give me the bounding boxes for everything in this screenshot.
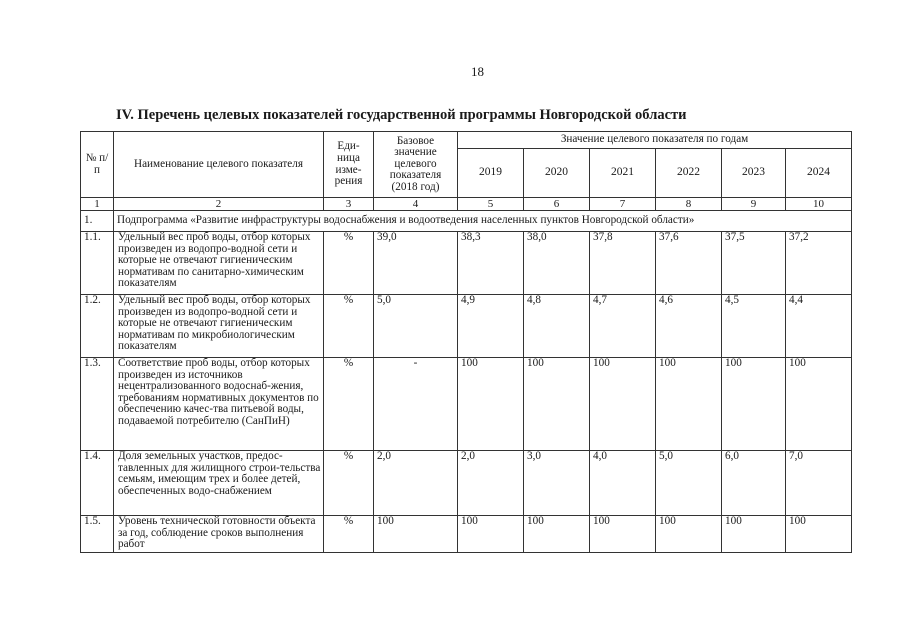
row-num: 1.4. bbox=[81, 451, 114, 516]
row-value: 100 bbox=[590, 358, 656, 451]
row-num: 1.5. bbox=[81, 516, 114, 553]
row-value: 7,0 bbox=[786, 451, 852, 516]
row-value: 100 bbox=[722, 516, 786, 553]
row-num: 1.2. bbox=[81, 295, 114, 358]
subprogram-num: 1. bbox=[81, 211, 114, 232]
column-number: 5 bbox=[458, 198, 524, 211]
row-value: 4,7 bbox=[590, 295, 656, 358]
row-unit: % bbox=[324, 358, 374, 451]
row-value: 100 bbox=[656, 358, 722, 451]
table-row bbox=[81, 358, 852, 451]
indicators-table bbox=[80, 131, 852, 553]
row-num: 1.1. bbox=[81, 232, 114, 295]
row-value: 38,0 bbox=[524, 232, 590, 295]
header-year: 2021 bbox=[590, 149, 656, 198]
header-year: 2019 bbox=[458, 149, 524, 198]
column-number: 10 bbox=[786, 198, 852, 211]
row-value: 100 bbox=[524, 516, 590, 553]
page-number: 18 bbox=[471, 64, 484, 79]
document-title: IV. Перечень целевых показателей государственной программы Новгородской области bbox=[116, 107, 687, 123]
row-value: 100 bbox=[590, 516, 656, 553]
row-value: 4,4 bbox=[786, 295, 852, 358]
row-value: 3,0 bbox=[524, 451, 590, 516]
row-value: 38,3 bbox=[458, 232, 524, 295]
row-value: 100 bbox=[722, 358, 786, 451]
row-value: 4,0 bbox=[590, 451, 656, 516]
row-value: 6,0 bbox=[722, 451, 786, 516]
table-row bbox=[81, 516, 852, 553]
column-numbers-row bbox=[81, 198, 852, 211]
row-value: 37,2 bbox=[786, 232, 852, 295]
row-unit: % bbox=[324, 232, 374, 295]
row-name: Удельный вес проб воды, отбор которых произведен из водопро-водной сети и которые не отвечают гигиеническим нормативам по микробиологическим показателям bbox=[114, 295, 324, 358]
row-value: 37,8 bbox=[590, 232, 656, 295]
column-number: 8 bbox=[656, 198, 722, 211]
column-number: 6 bbox=[524, 198, 590, 211]
row-num: 1.3. bbox=[81, 358, 114, 451]
row-name: Соответствие проб воды, отбор которых произведен из источников нецентрализованного водоснаб-жения, требованиям нормативных документов по обеспечению качес-тва питьевой воды, подаваемой потребителю (СанПиН) bbox=[114, 358, 324, 451]
row-unit: % bbox=[324, 516, 374, 553]
row-name: Доля земельных участков, предос-тавленных для жилищного строи-тельства семьям, имеющим трех и более детей, обеспеченных водо-снабжением bbox=[114, 451, 324, 516]
header-num: № п/п bbox=[81, 132, 114, 198]
row-value: 100 bbox=[524, 358, 590, 451]
column-number: 3 bbox=[324, 198, 374, 211]
table-row bbox=[81, 232, 852, 295]
row-name: Удельный вес проб воды, отбор которых произведен из водопро-водной сети и которые не отвечают гигиеническим нормативам по санитарно-химическим показателям bbox=[114, 232, 324, 295]
row-base: 39,0 bbox=[374, 232, 458, 295]
row-value: 100 bbox=[458, 516, 524, 553]
header-base: Базовое значение целевого показателя (2018 год) bbox=[374, 132, 458, 198]
row-value: 4,6 bbox=[656, 295, 722, 358]
subprogram-title: Подпрограмма «Развитие инфраструктуры водоснабжения и водоотведения населенных пунктов Новгородской области» bbox=[114, 211, 852, 232]
column-number: 7 bbox=[590, 198, 656, 211]
header-year: 2022 bbox=[656, 149, 722, 198]
table-row bbox=[81, 295, 852, 358]
row-value: 37,5 bbox=[722, 232, 786, 295]
row-name: Уровень технической готовности объекта за год, соблюдение сроков выполнения работ bbox=[114, 516, 324, 553]
row-value: 4,8 bbox=[524, 295, 590, 358]
row-value: 100 bbox=[458, 358, 524, 451]
row-value: 4,5 bbox=[722, 295, 786, 358]
row-value: 5,0 bbox=[656, 451, 722, 516]
header-years-group: Значение целевого показателя по годам bbox=[458, 132, 852, 149]
row-unit: % bbox=[324, 451, 374, 516]
row-value: 4,9 bbox=[458, 295, 524, 358]
row-base: 2,0 bbox=[374, 451, 458, 516]
column-number: 9 bbox=[722, 198, 786, 211]
column-number: 4 bbox=[374, 198, 458, 211]
table-row bbox=[81, 451, 852, 516]
row-value: 2,0 bbox=[458, 451, 524, 516]
column-number: 1 bbox=[81, 198, 114, 211]
row-base: - bbox=[374, 358, 458, 451]
header-year: 2020 bbox=[524, 149, 590, 198]
row-base: 100 bbox=[374, 516, 458, 553]
header-year: 2023 bbox=[722, 149, 786, 198]
row-value: 100 bbox=[786, 358, 852, 451]
header-year: 2024 bbox=[786, 149, 852, 198]
row-value: 37,6 bbox=[656, 232, 722, 295]
row-value: 100 bbox=[786, 516, 852, 553]
row-base: 5,0 bbox=[374, 295, 458, 358]
header-unit: Еди-ница изме-рения bbox=[324, 132, 374, 198]
header-name: Наименование целевого показателя bbox=[114, 132, 324, 198]
row-value: 100 bbox=[656, 516, 722, 553]
subprogram-row bbox=[81, 211, 852, 232]
column-number: 2 bbox=[114, 198, 324, 211]
row-unit: % bbox=[324, 295, 374, 358]
